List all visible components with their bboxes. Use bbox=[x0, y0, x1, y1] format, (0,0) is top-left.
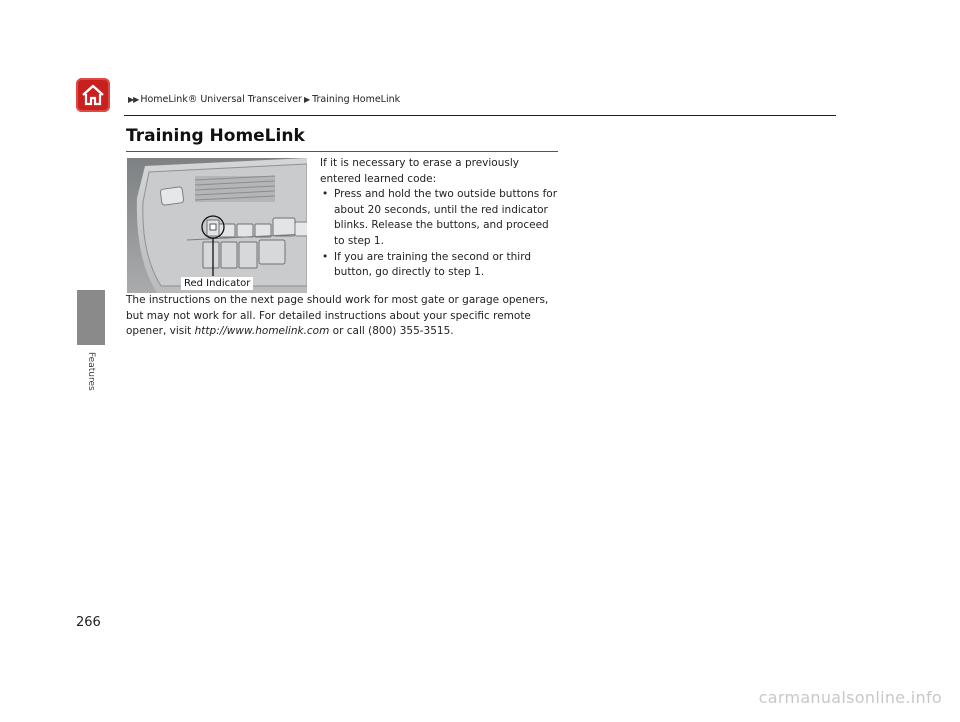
section-tab-text: Features bbox=[86, 352, 96, 391]
homelink-website-link[interactable]: http://www.homelink.com bbox=[194, 325, 330, 338]
watermark: carmanualsonline.info bbox=[758, 688, 942, 707]
home-icon[interactable] bbox=[76, 78, 110, 112]
page-title: Training HomeLink bbox=[126, 126, 305, 146]
instructions-paragraph bbox=[126, 293, 566, 340]
title-rule bbox=[126, 151, 558, 152]
section-tab[interactable] bbox=[77, 290, 105, 345]
paragraph-text-before-link: The instructions on the next page should work for most gate or garage openers, but may not work for all. For detailed instructions about your specific remote opener, visit bbox=[126, 294, 549, 338]
erase-step-2: • If you are training the second or third button, go directly to step 1. bbox=[320, 250, 560, 281]
header-rule bbox=[124, 115, 836, 116]
paragraph-text-after-link: or call (800) 355-3515. bbox=[329, 325, 454, 338]
erase-steps bbox=[320, 187, 560, 281]
erase-instructions bbox=[320, 156, 560, 281]
erase-intro: If it is necessary to erase a previously entered learned code: bbox=[320, 157, 519, 185]
breadcrumb-separator-icon: ▶ bbox=[303, 95, 311, 104]
overhead-console-figure bbox=[127, 158, 307, 293]
red-indicator-callout: Red Indicator bbox=[181, 277, 253, 290]
breadcrumb-item-transceiver[interactable]: HomeLink® Universal Transceiver bbox=[140, 94, 302, 105]
breadcrumb bbox=[128, 94, 400, 105]
section-tab-label bbox=[84, 352, 98, 392]
erase-step-1: • Press and hold the two outside buttons for about 20 seconds, until the red indicator blinks. Release the buttons, and proceed to step 1. bbox=[320, 187, 560, 249]
page-number: 266 bbox=[76, 615, 101, 630]
home-icon-glyph bbox=[80, 82, 106, 108]
breadcrumb-item-training[interactable]: Training HomeLink bbox=[312, 94, 401, 105]
breadcrumb-arrow-icon: ▶▶ bbox=[128, 95, 139, 104]
overhead-console-illustration bbox=[127, 158, 307, 293]
